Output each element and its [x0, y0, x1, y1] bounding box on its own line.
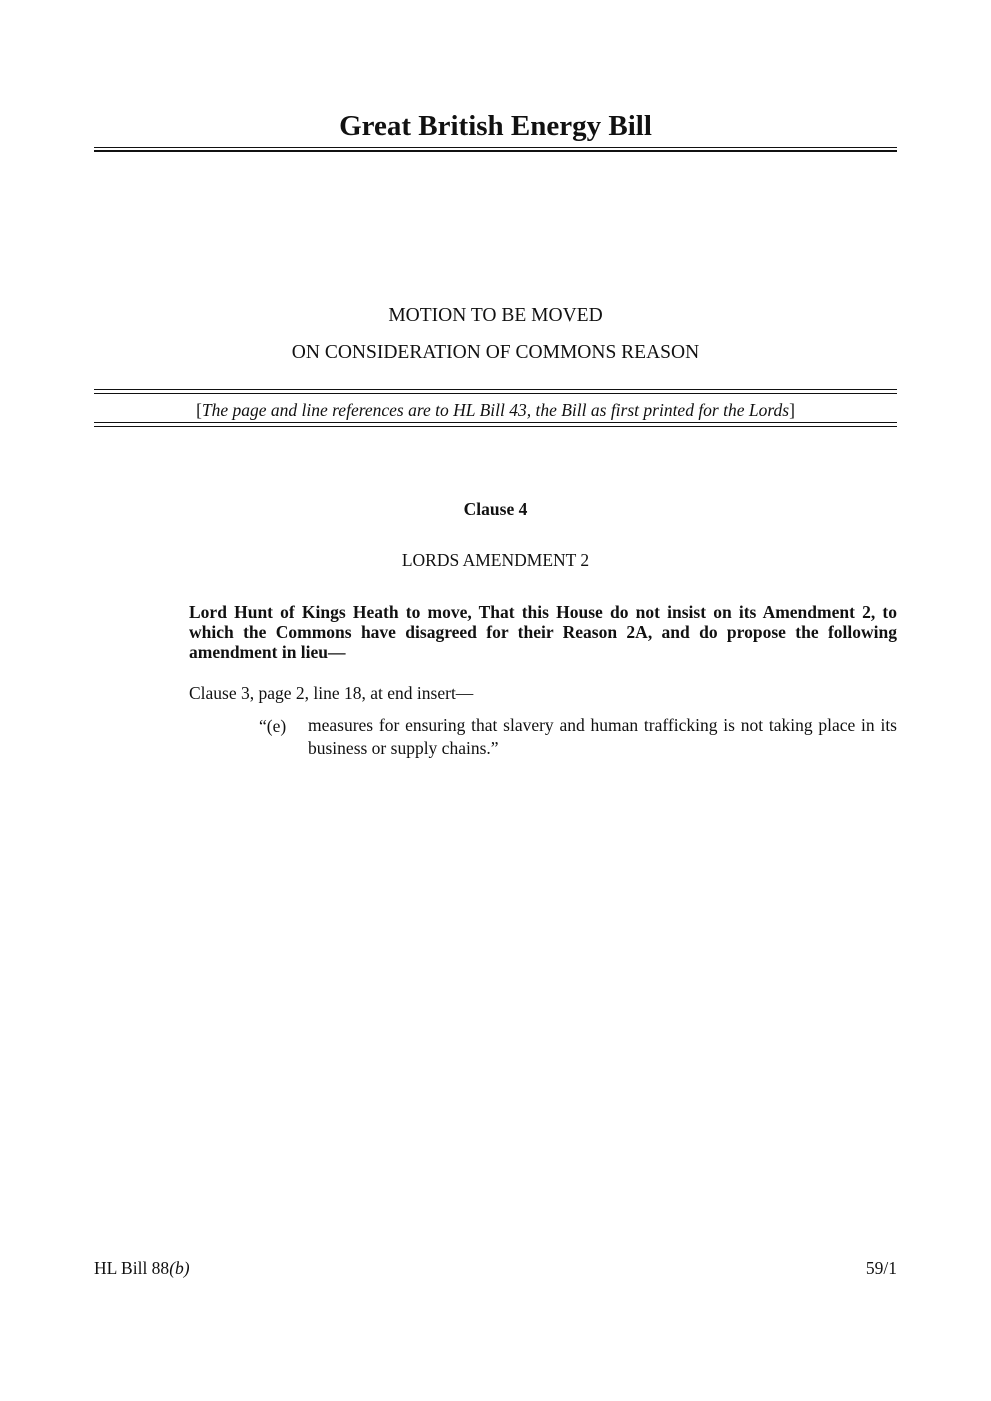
- amendment-heading: LORDS AMENDMENT 2: [401, 550, 590, 570]
- clause-heading: Clause 4: [463, 499, 528, 519]
- document-title: Great British Energy Bill: [339, 110, 652, 142]
- reference-rule-bottom-1: [94, 422, 897, 423]
- reference-rule-top-1: [94, 389, 897, 390]
- reference-note: [94, 398, 897, 422]
- footer-bill-prefix: HL Bill 88: [94, 1258, 170, 1278]
- title-rule-top: [94, 147, 897, 148]
- motion-heading-line2: ON CONSIDERATION OF COMMONS REASON: [291, 342, 700, 363]
- inserted-paragraph-text: measures for ensuring that slavery and human trafficking is not taking place in its business or supply chains.”: [308, 715, 897, 758]
- mover-motion-text: Lord Hunt of Kings Heath to move, That this House do not insist on its Amendment 2, to which the Commons have disagreed for their Reason 2A, and do propose the following amendment in lieu—: [189, 602, 897, 662]
- reference-open-bracket: [: [196, 400, 202, 420]
- reference-rule-top-2: [94, 393, 897, 394]
- reference-note-text: The page and line references are to HL Bill 43, the Bill as first printed for the Lords: [201, 400, 790, 420]
- footer-bill-suffix: (b): [169, 1258, 190, 1278]
- reference-rule-bottom-2: [94, 426, 897, 427]
- inserted-paragraph-label: “(e): [259, 716, 287, 736]
- amendment-instruction: Clause 3, page 2, line 18, at end insert—: [189, 683, 474, 703]
- footer-bill-reference: [94, 1256, 190, 1280]
- reference-close-bracket: ]: [789, 400, 795, 420]
- motion-heading-line1: MOTION TO BE MOVED: [388, 305, 603, 326]
- title-rule-bottom: [94, 150, 897, 152]
- footer-page-reference: 59/1: [865, 1258, 897, 1278]
